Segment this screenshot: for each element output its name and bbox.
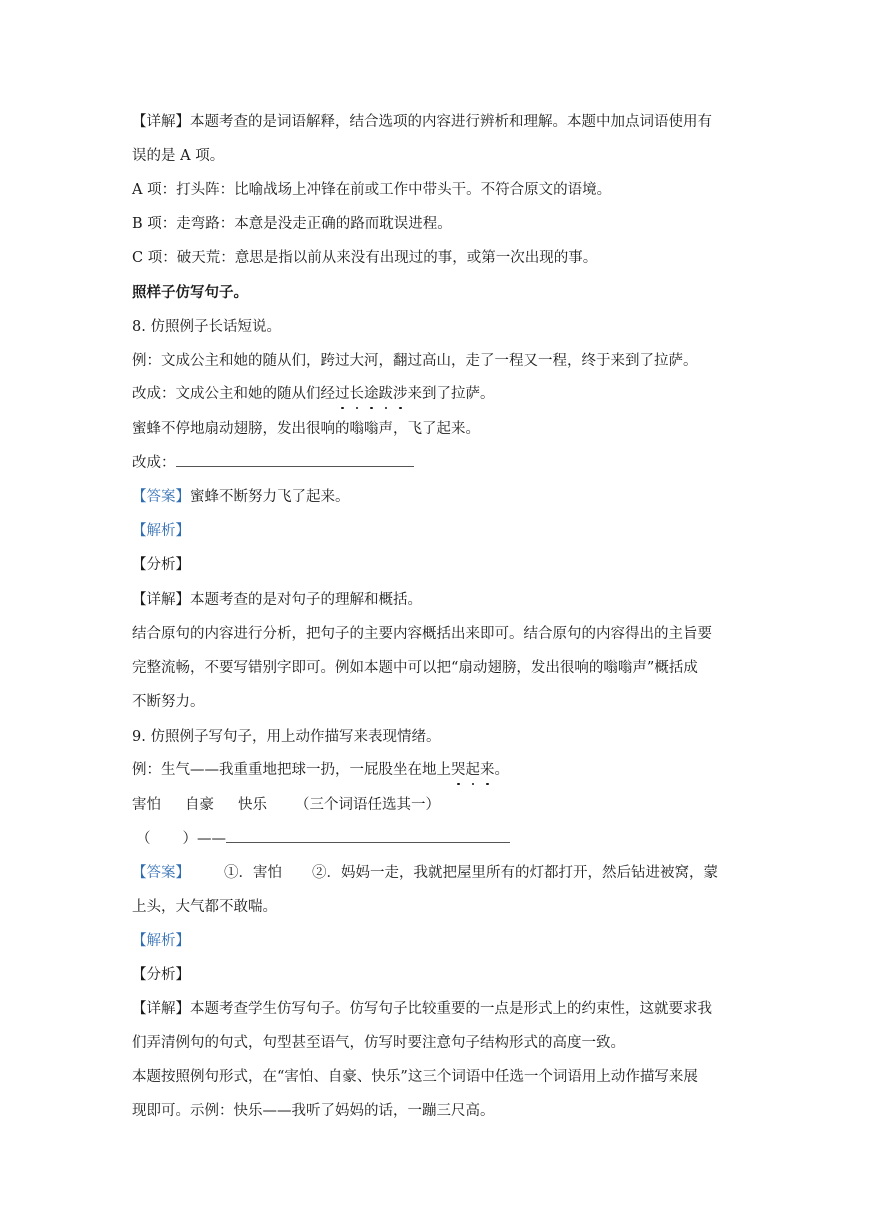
detail-line: 本题按照例句形式，在“害怕、自豪、快乐”这三个词语中任选一个词语用上动作描写来展: [132, 1069, 698, 1085]
answer-label: 【答案】: [132, 865, 190, 881]
answer-prompt: [132, 453, 742, 473]
paren-close-dash: ）——: [182, 831, 226, 847]
word-choice: 害怕: [132, 797, 161, 813]
word-choice: 快乐: [238, 797, 267, 813]
option-b-line: B 项：走弯路：本意是没走正确的路而耽误进程。: [132, 216, 452, 232]
example-sentence: 例：文成公主和她的随从们，跨过大河，翻过高山，走了一程又一程，终于来到了拉萨。: [132, 353, 698, 369]
dotted-char: 涉: [393, 386, 408, 402]
word-choice-note: （三个词语任选其一）: [295, 797, 440, 813]
example-sentence-2: [132, 760, 742, 780]
rewritten-pre: 改成：文成公主和她的随从们经: [132, 386, 335, 402]
dotted-char: 来: [480, 762, 495, 778]
detail-line: 现即可。示例：快乐——我听了妈妈的话，一蹦三尺高。: [132, 1103, 495, 1119]
answer-blank-line: [176, 453, 414, 467]
detail-line: 结合原句的内容进行分析，把句子的主要内容概括出来即可。结合原句的内容得出的主旨要: [132, 626, 712, 642]
section-heading: 照样子仿写句子。: [132, 284, 248, 301]
dotted-char: 途: [364, 386, 379, 402]
dotted-char: 长: [349, 386, 364, 402]
answer-continuation: 上头，大气都不敢喘。: [132, 899, 277, 915]
dotted-char: 过: [335, 386, 350, 402]
task-sentence: 蜜蜂不停地扇动翅膀，发出很响的嗡嗡声，飞了起来。: [132, 421, 480, 437]
answer-part-2: ②．妈妈一走，我就把屋里所有的灯都打开，然后钻进被窝，蒙: [312, 865, 718, 881]
explanation-line: 误的是 A 项。: [132, 148, 225, 164]
detail-line: 不断努力。: [132, 694, 205, 710]
answer-label: 【答案】: [132, 489, 190, 505]
example-post: 。: [494, 762, 509, 778]
detail-line: 【详解】本题考查的是对句子的理解和概括。: [132, 592, 422, 608]
example-pre: 例：生气——我重重地把球一扔，一屁股坐在地上: [132, 762, 451, 778]
answer-prompt-label: 改成：: [132, 455, 176, 471]
answer-template: [136, 829, 746, 849]
dotted-char: 跋: [378, 386, 393, 402]
rewritten-post: 来到了拉萨。: [407, 386, 495, 402]
paren-open: （: [136, 831, 151, 847]
analysis-label: 【解析】: [132, 523, 190, 539]
detail-line: 完整流畅，不要写错别字即可。例如本题中可以把“扇动翅膀，发出很响的嗡嗡声”概括成: [132, 660, 698, 676]
detail-line: 们弄清例句的句式，句型甚至语气，仿写时要注意句子结构形式的高度一致。: [132, 1035, 625, 1051]
answer-text: 蜜蜂不断努力飞了起来。: [190, 489, 350, 505]
analysis-label: 【解析】: [132, 933, 190, 949]
answer-part-1: ①．害怕: [224, 865, 282, 881]
dotted-char: 哭: [451, 762, 466, 778]
option-c-line: C 项：破天荒：意思是指以前从来没有出现过的事，或第一次出现的事。: [132, 250, 598, 266]
rewritten-sentence: [132, 384, 742, 404]
detail-line: 【详解】本题考查学生仿写句子。仿写句子比较重要的一点是形式上的约束性，这就要求我: [132, 1001, 712, 1017]
answer-blank-line: [226, 829, 510, 843]
answer-line: [132, 863, 742, 883]
dotted-char: 起: [465, 762, 480, 778]
word-choices: [132, 795, 742, 815]
analysis-heading: 【分析】: [132, 967, 190, 983]
word-choice: 自豪: [185, 797, 214, 813]
question-8-title: 8. 仿照例子长话短说。: [132, 319, 281, 335]
answer-line: [132, 487, 742, 507]
explanation-line: 【详解】本题考查的是词语解释，结合选项的内容进行辨析和理解。本题中加点词语使用有: [132, 114, 712, 130]
option-a-line: A 项：打头阵：比喻战场上冲锋在前或工作中带头干。不符合原文的语境。: [132, 182, 612, 198]
question-9-title: 9. 仿照例子写句子，用上动作描写来表现情绪。: [132, 729, 441, 745]
analysis-heading: 【分析】: [132, 557, 190, 573]
